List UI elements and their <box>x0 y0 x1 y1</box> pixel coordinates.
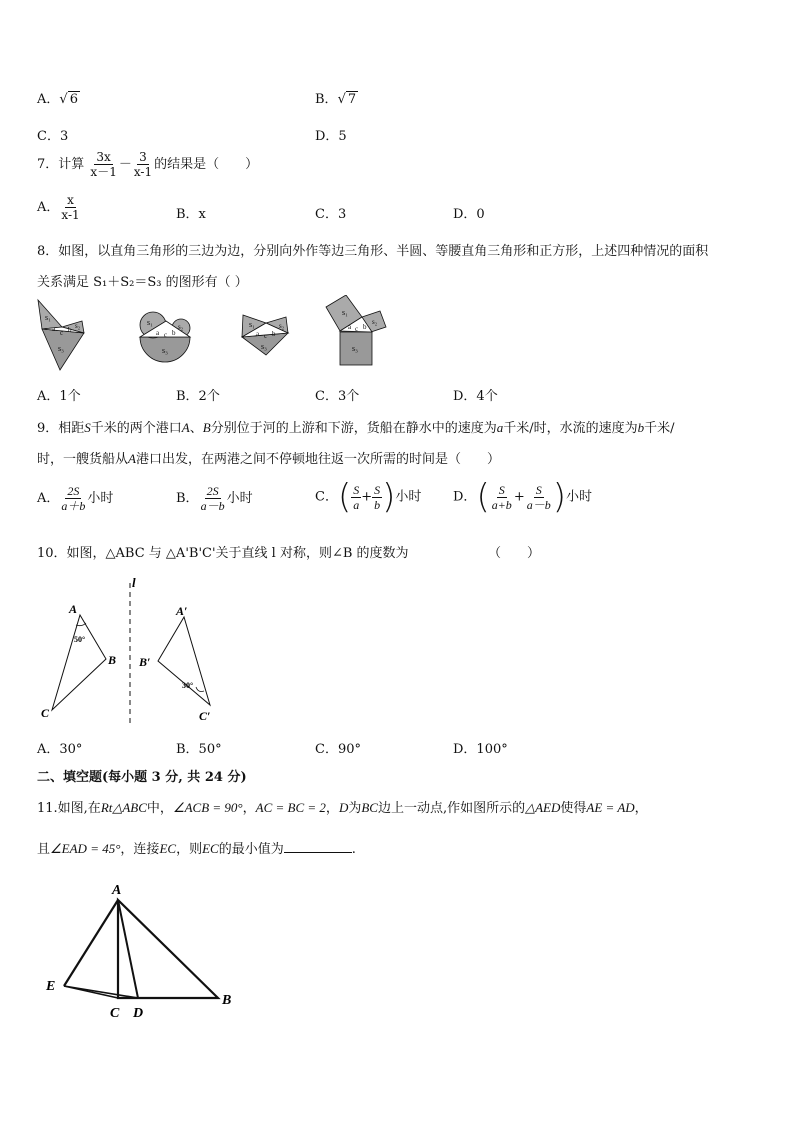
q8-figure-isosceles-right <box>242 315 288 355</box>
q10-option-d: D．100° <box>453 742 508 757</box>
q8-stem-line2: 关系满足 S₁＋S₂＝S₃ 的图形有（ ） <box>37 275 248 290</box>
svg-text:A: A <box>112 883 122 898</box>
svg-text:C′: C′ <box>199 709 211 723</box>
svg-text:b: b <box>272 330 276 338</box>
q10-option-a: A．30° <box>37 742 83 757</box>
svg-text:c: c <box>164 331 168 339</box>
q7-option-b: B．x <box>176 207 206 222</box>
q11-stem-line1: 11.如图,在Rt△ABC中，∠ACB = 90°，AC = BC = 2，D为BC边上一动点,作如图所示的△AED使得AE = AD， <box>37 800 648 816</box>
svg-text:50°: 50° <box>74 635 86 644</box>
svg-text:a: a <box>256 330 260 338</box>
q9-stem-line2: 时，一艘货船从A港口出发，在两港之间不停顿地往返一次所需的时间是（ ） <box>37 451 500 467</box>
q8-option-c: C．3个 <box>315 389 360 404</box>
q8-stem-line1: 8．如图，以直角三角形的三边为边，分别向外作等边三角形、半圆、等腰直角三角形和正方形，上述四种情况的面积 <box>37 244 709 259</box>
svg-text:s₂: s₂ <box>178 323 184 331</box>
svg-text:C: C <box>41 706 50 720</box>
svg-text:B: B <box>222 993 232 1008</box>
svg-text:a: a <box>156 329 160 337</box>
svg-text:30°: 30° <box>182 681 194 690</box>
q9-option-b: B． $\frac{2S}{a-b}$ 小时 <box>176 484 253 513</box>
q11-stem-line2: 且∠EAD = 45°，连接EC，则EC的最小值为 . <box>37 841 356 857</box>
svg-text:A′: A′ <box>176 604 188 618</box>
q10-option-b: B．50° <box>176 742 222 757</box>
svg-text:B′: B′ <box>139 655 151 669</box>
svg-text:A: A <box>69 602 78 616</box>
q6-option-a: A．√ 6 <box>37 92 78 107</box>
q10-answer-paren: （ ） <box>488 546 541 561</box>
q10-option-c: C．90° <box>315 742 361 757</box>
q9-option-d: D．( $\frac{S}{a+b}$ + $\frac{S}{a-b}$ )小时 <box>453 477 593 517</box>
svg-text:s₃: s₃ <box>162 346 168 355</box>
svg-text:a: a <box>52 325 56 333</box>
answer-blank[interactable] <box>284 840 352 853</box>
svg-text:s₃: s₃ <box>352 344 358 353</box>
svg-text:b: b <box>363 323 367 331</box>
q8-option-b: B．2个 <box>176 389 220 404</box>
q8-option-a: A．1个 <box>37 389 81 404</box>
svg-text:s₂: s₂ <box>372 318 378 326</box>
q8-option-d: D．4个 <box>453 389 498 404</box>
q9-option-a: A． $\frac{2S}{a+b}$ 小时 <box>37 484 114 513</box>
q8-figure-squares <box>326 295 386 365</box>
q9-option-c: C．( $\frac{S}{a}$ + $\frac{S}{b}$ )小时 <box>315 477 422 517</box>
q7-option-c: C．3 <box>315 207 347 222</box>
svg-text:s₂: s₂ <box>279 322 285 330</box>
svg-text:E: E <box>46 979 56 994</box>
svg-text:D: D <box>133 1006 144 1021</box>
q9-stem-line1: 9．相距S千米的两个港口A、B分别位于河的上游和下游，货船在静水中的速度为a千米/时，水流的速度为b千米/ <box>37 420 675 436</box>
svg-text:b: b <box>68 326 72 334</box>
q6-option-c: C．3 <box>37 129 69 144</box>
svg-text:s₁: s₁ <box>45 313 51 322</box>
svg-text:s₁: s₁ <box>249 320 255 329</box>
svg-text:l: l <box>132 575 136 590</box>
svg-text:a: a <box>348 323 352 331</box>
q8-figures <box>30 295 390 375</box>
q7-stem: 7．计算 $\frac{3x}{x-1}$ － $\frac{3}{x-1}$ 的结果是（ ） <box>37 150 259 179</box>
section-heading: 二、填空题(每小题 3 分, 共 24 分) <box>37 770 247 785</box>
svg-text:B: B <box>108 653 117 667</box>
q7-option-d: D．0 <box>453 207 485 222</box>
svg-text:s₁: s₁ <box>342 308 348 317</box>
svg-text:s₂: s₂ <box>75 322 81 330</box>
q10-figure <box>36 575 236 730</box>
svg-text:s₃: s₃ <box>58 344 64 353</box>
svg-text:s₃: s₃ <box>261 342 267 351</box>
svg-text:s₁: s₁ <box>147 318 153 327</box>
q10-stem: 10．如图，△ABC 与 △A'B'C'关于直线 l 对称，则∠B 的度数为 <box>37 546 409 561</box>
svg-text:c: c <box>264 332 268 340</box>
q8-figure-equilateral <box>38 300 84 370</box>
svg-text:C: C <box>110 1006 120 1021</box>
svg-text:c: c <box>60 329 64 337</box>
q6-option-d: D．5 <box>315 129 347 144</box>
svg-text:c: c <box>355 325 359 333</box>
q11-figure <box>40 878 250 1023</box>
svg-text:b: b <box>172 329 176 337</box>
q8-figure-semicircles <box>140 312 190 362</box>
q6-option-b: B．√ 7 <box>315 92 357 107</box>
q7-option-a: A． $\frac{x}{x-1}$ <box>37 193 80 222</box>
